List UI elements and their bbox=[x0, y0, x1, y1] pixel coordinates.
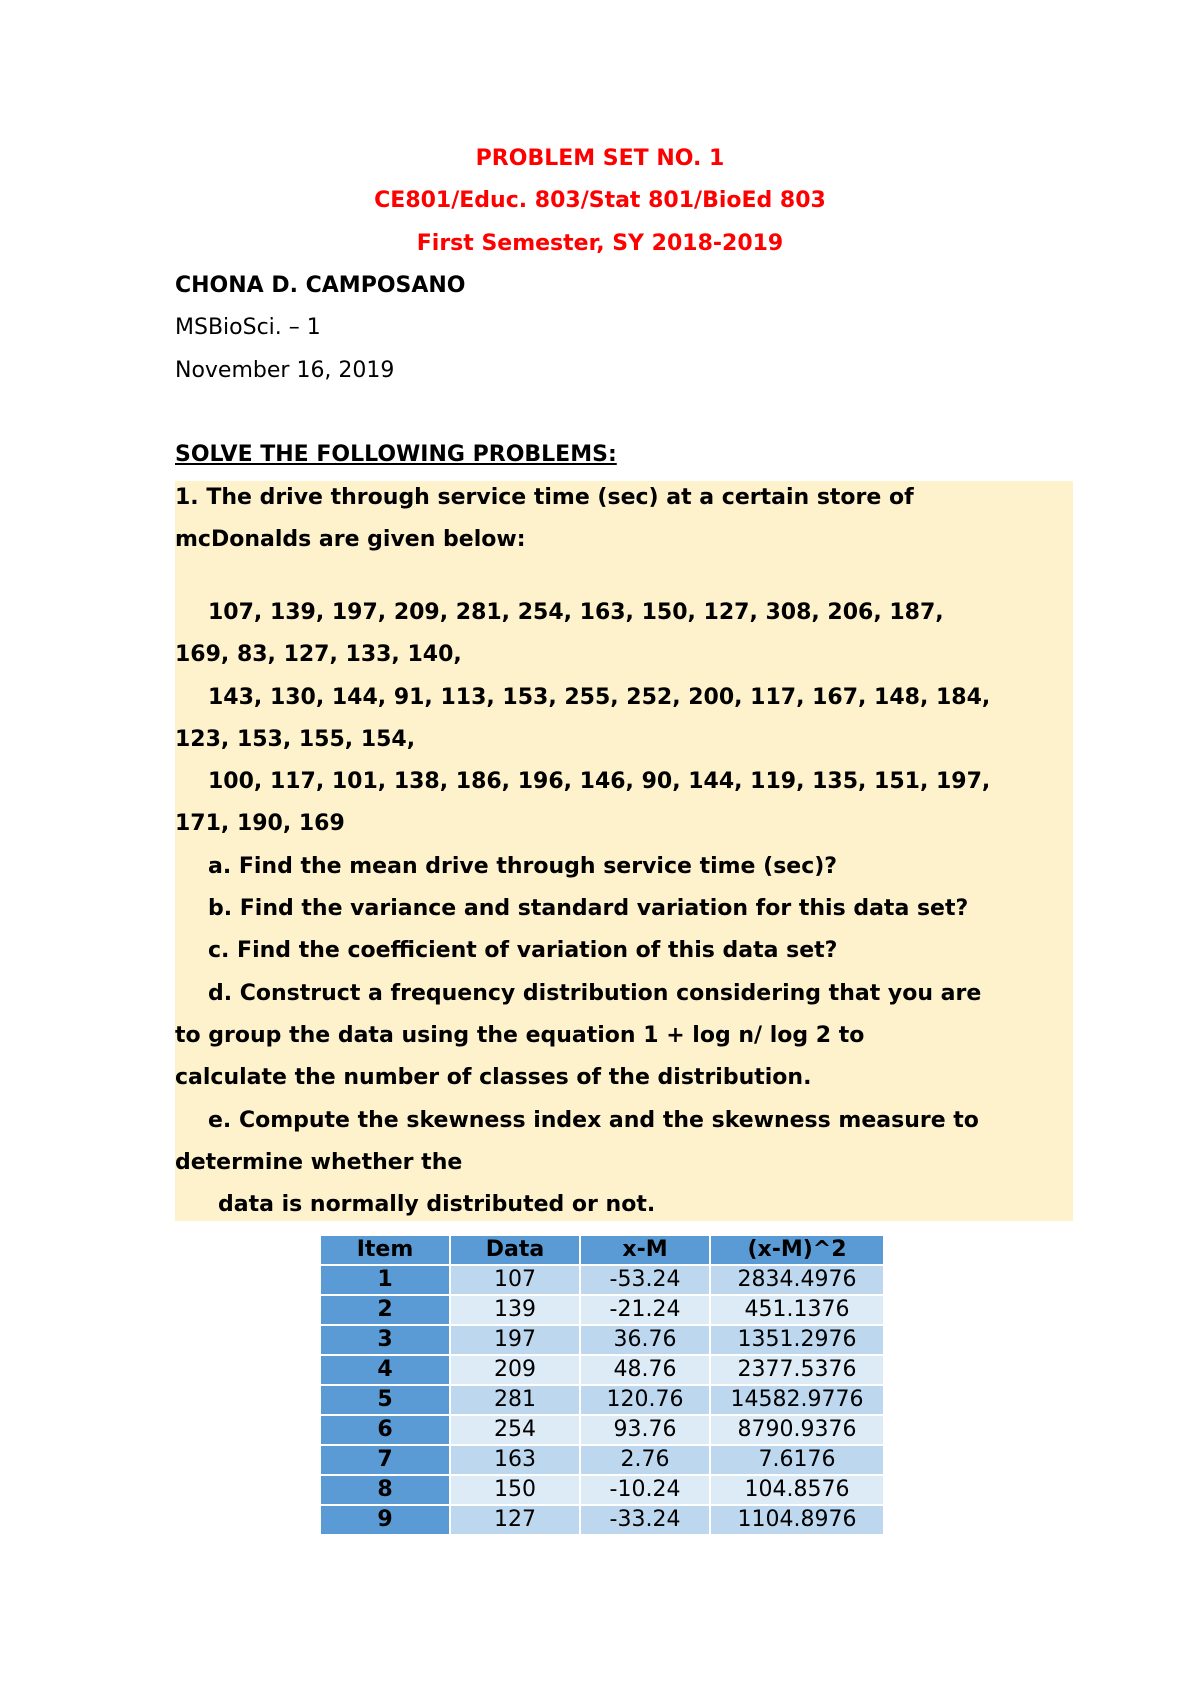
question-e-cont: determine whether the bbox=[175, 1150, 463, 1175]
cell-squared-deviation: 8790.9376 bbox=[710, 1415, 884, 1445]
cell-data: 209 bbox=[450, 1355, 580, 1385]
course-codes: CE801/Educ. 803/Stat 801/BioEd 803 bbox=[374, 188, 826, 213]
data-values-line: 171, 190, 169 bbox=[175, 811, 345, 836]
problem-line: 1. The drive through service time (sec) at a certain store of bbox=[175, 485, 914, 510]
table-row bbox=[320, 1295, 884, 1325]
cell-item: 8 bbox=[320, 1475, 450, 1505]
table-row bbox=[320, 1475, 884, 1505]
instructions-heading: SOLVE THE FOLLOWING PROBLEMS: bbox=[175, 442, 617, 467]
cell-squared-deviation: 2834.4976 bbox=[710, 1265, 884, 1295]
data-values-line: 100, 117, 101, 138, 186, 196, 146, 90, 144, 119, 135, 151, 197, bbox=[208, 769, 991, 794]
cell-squared-deviation: 2377.5376 bbox=[710, 1355, 884, 1385]
cell-item: 5 bbox=[320, 1385, 450, 1415]
question-d-cont: calculate the number of classes of the distribution. bbox=[175, 1065, 812, 1090]
cell-deviation: -53.24 bbox=[580, 1265, 710, 1295]
cell-data: 150 bbox=[450, 1475, 580, 1505]
cell-data: 197 bbox=[450, 1325, 580, 1355]
cell-deviation: 120.76 bbox=[580, 1385, 710, 1415]
table-row bbox=[320, 1325, 884, 1355]
question-d-cont: to group the data using the equation 1 + log n/ log 2 to bbox=[175, 1023, 865, 1048]
cell-data: 163 bbox=[450, 1445, 580, 1475]
problem-line: mcDonalds are given below: bbox=[175, 527, 526, 552]
data-values-line: 143, 130, 144, 91, 113, 153, 255, 252, 200, 117, 167, 148, 184, bbox=[208, 685, 991, 710]
author-name: CHONA D. CAMPOSANO bbox=[175, 273, 466, 298]
cell-deviation: -10.24 bbox=[580, 1475, 710, 1505]
question-e-cont: data is normally distributed or not. bbox=[218, 1192, 656, 1217]
table-row bbox=[320, 1415, 884, 1445]
column-header-deviation: x-M bbox=[580, 1235, 710, 1265]
table-row bbox=[320, 1445, 884, 1475]
table-header-row bbox=[320, 1235, 884, 1265]
cell-deviation: 36.76 bbox=[580, 1325, 710, 1355]
cell-item: 9 bbox=[320, 1505, 450, 1535]
cell-item: 6 bbox=[320, 1415, 450, 1445]
cell-data: 254 bbox=[450, 1415, 580, 1445]
cell-squared-deviation: 104.8576 bbox=[710, 1475, 884, 1505]
cell-item: 3 bbox=[320, 1325, 450, 1355]
question-c: c. Find the coefficient of variation of this data set? bbox=[208, 938, 838, 963]
cell-data: 127 bbox=[450, 1505, 580, 1535]
cell-item: 4 bbox=[320, 1355, 450, 1385]
table-row bbox=[320, 1385, 884, 1415]
cell-squared-deviation: 451.1376 bbox=[710, 1295, 884, 1325]
cell-item: 2 bbox=[320, 1295, 450, 1325]
cell-squared-deviation: 1104.8976 bbox=[710, 1505, 884, 1535]
cell-deviation: -33.24 bbox=[580, 1505, 710, 1535]
data-values-line: 123, 153, 155, 154, bbox=[175, 727, 416, 752]
column-header-data: Data bbox=[450, 1235, 580, 1265]
cell-deviation: 2.76 bbox=[580, 1445, 710, 1475]
data-values-line: 107, 139, 197, 209, 281, 254, 163, 150, 127, 308, 206, 187, bbox=[208, 600, 944, 625]
cell-item: 1 bbox=[320, 1265, 450, 1295]
cell-deviation: -21.24 bbox=[580, 1295, 710, 1325]
column-header-squared-deviation: (x-M)^2 bbox=[710, 1235, 884, 1265]
problem-set-title: PROBLEM SET NO. 1 bbox=[475, 146, 725, 171]
question-a: a. Find the mean drive through service time (sec)? bbox=[208, 854, 838, 879]
cell-deviation: 48.76 bbox=[580, 1355, 710, 1385]
table-row bbox=[320, 1505, 884, 1535]
cell-squared-deviation: 1351.2976 bbox=[710, 1325, 884, 1355]
table-row bbox=[320, 1355, 884, 1385]
cell-deviation: 93.76 bbox=[580, 1415, 710, 1445]
cell-squared-deviation: 7.6176 bbox=[710, 1445, 884, 1475]
table-row bbox=[320, 1265, 884, 1295]
author-program: MSBioSci. – 1 bbox=[175, 315, 321, 340]
question-e: e. Compute the skewness index and the skewness measure to bbox=[208, 1108, 979, 1133]
question-d: d. Construct a frequency distribution considering that you are bbox=[208, 981, 982, 1006]
cell-data: 107 bbox=[450, 1265, 580, 1295]
question-b: b. Find the variance and standard variation for this data set? bbox=[208, 896, 969, 921]
column-header-item: Item bbox=[320, 1235, 450, 1265]
cell-item: 7 bbox=[320, 1445, 450, 1475]
data-values-line: 169, 83, 127, 133, 140, bbox=[175, 642, 462, 667]
document-date: November 16, 2019 bbox=[175, 358, 395, 383]
cell-data: 139 bbox=[450, 1295, 580, 1325]
semester-label: First Semester, SY 2018-2019 bbox=[416, 231, 784, 256]
data-table bbox=[319, 1234, 885, 1536]
cell-data: 281 bbox=[450, 1385, 580, 1415]
cell-squared-deviation: 14582.9776 bbox=[710, 1385, 884, 1415]
